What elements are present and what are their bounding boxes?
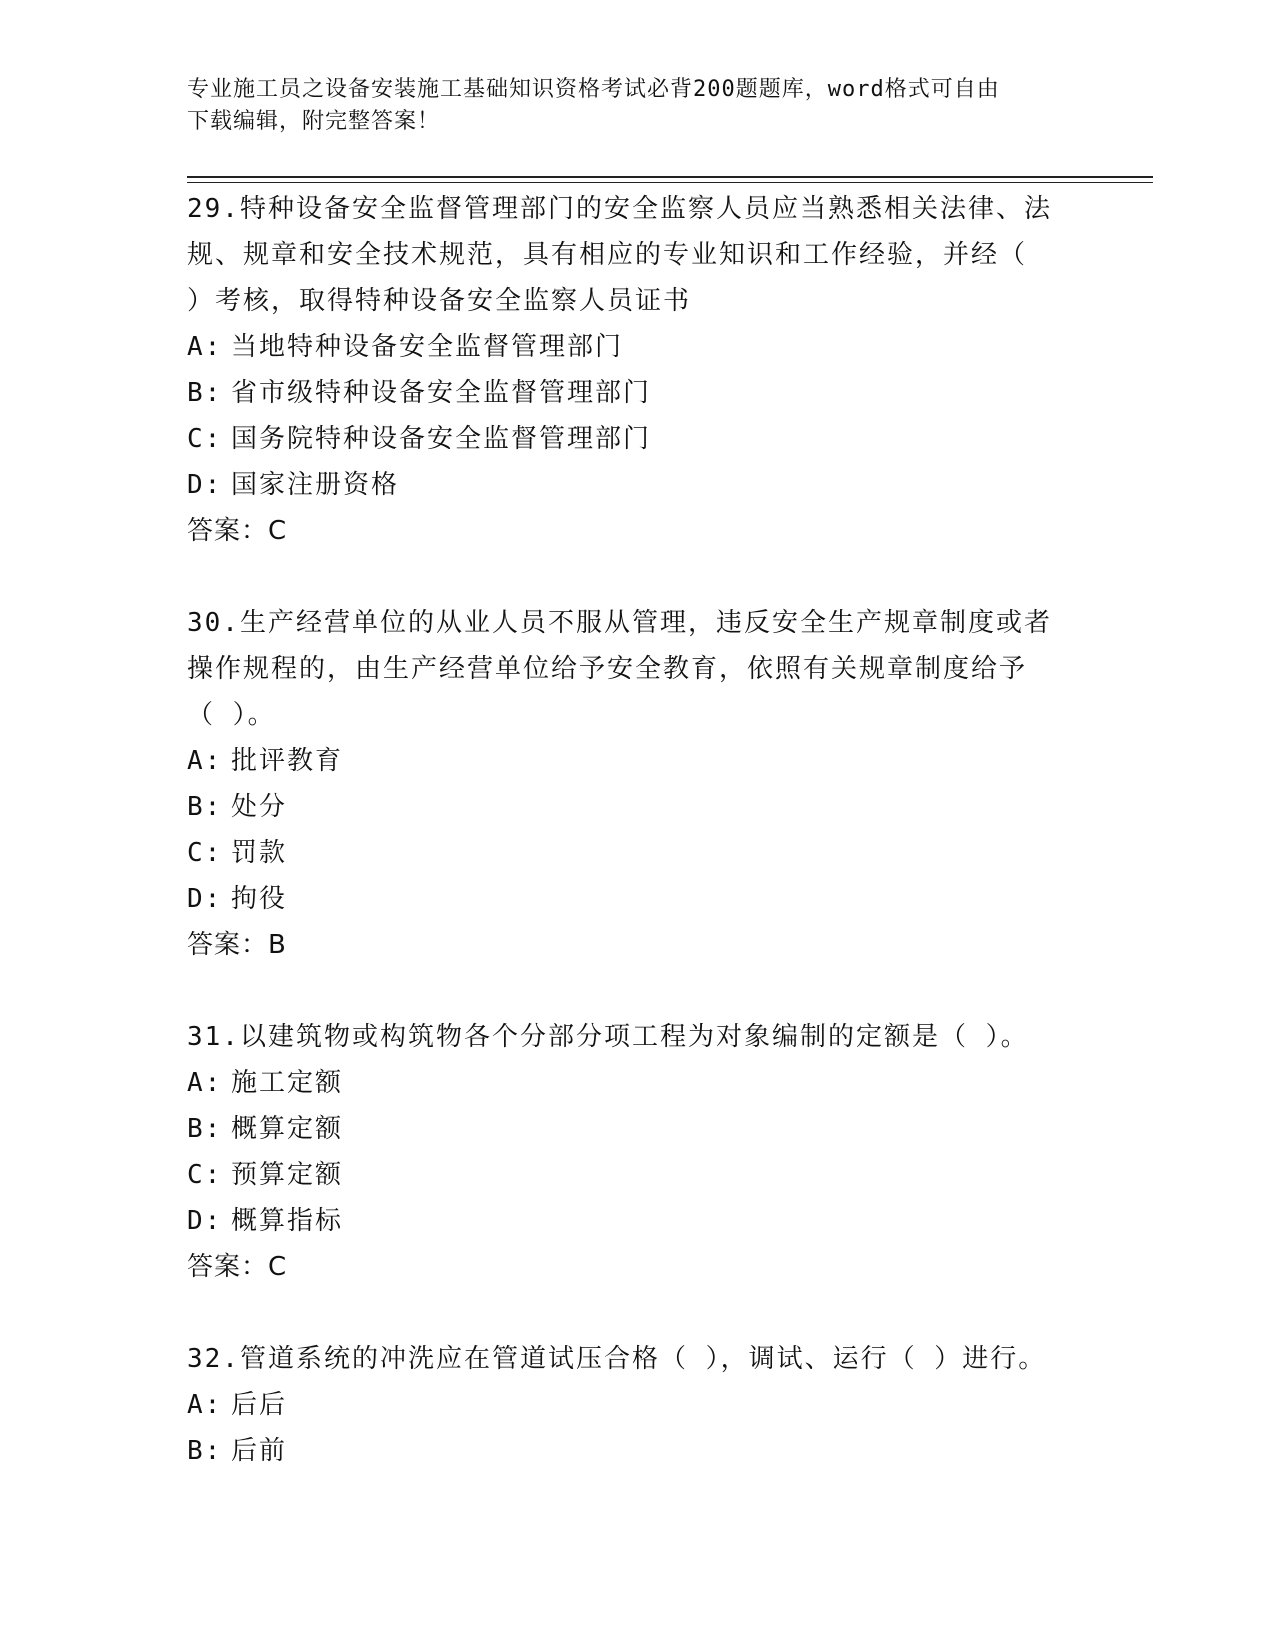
question-stem-line: 31.以建筑物或构筑物各个分部分项工程为对象编制的定额是（ ）。	[187, 1022, 1029, 1052]
option-d	[187, 462, 1077, 508]
option-text: 罚款	[231, 838, 288, 868]
option-b	[187, 370, 1077, 416]
option-b	[187, 784, 1077, 830]
option-letter: C:	[187, 424, 223, 454]
question-stem-line: 规、规章和安全技术规范，具有相应的专业知识和工作经验，并经（	[187, 240, 1028, 270]
option-letter: B:	[187, 1114, 223, 1144]
option-letter: D:	[187, 884, 223, 914]
option-d	[187, 1198, 1077, 1244]
header-divider-thin	[187, 182, 1153, 183]
option-a	[187, 1382, 1077, 1428]
option-text: 施工定额	[231, 1068, 344, 1098]
question-stem-line: 30.生产经营单位的从业人员不服从管理，违反安全生产规章制度或者	[187, 608, 1052, 638]
question-29	[187, 186, 1077, 554]
option-a	[187, 324, 1077, 370]
question-stem-line: ）考核，取得特种设备安全监察人员证书	[187, 286, 692, 316]
option-letter: C:	[187, 838, 223, 868]
option-b	[187, 1106, 1077, 1152]
option-text: 处分	[231, 792, 288, 822]
option-text: 国家注册资格	[231, 470, 400, 500]
question-list	[187, 186, 1077, 1474]
option-text: 拘役	[231, 884, 288, 914]
answer-line: 答案：B	[187, 930, 287, 960]
option-text: 后前	[231, 1436, 288, 1466]
option-letter: A:	[187, 332, 223, 362]
option-b	[187, 1428, 1077, 1474]
option-text: 预算定额	[231, 1160, 344, 1190]
option-a	[187, 1060, 1077, 1106]
option-c	[187, 1152, 1077, 1198]
option-text: 批评教育	[231, 746, 344, 776]
option-text: 概算指标	[231, 1206, 344, 1236]
question-spacer	[187, 968, 1077, 1014]
option-letter: B:	[187, 378, 223, 408]
option-letter: A:	[187, 1068, 223, 1098]
question-stem-line: 32.管道系统的冲洗应在管道试压合格（ ），调试、运行（ ）进行。	[187, 1344, 1047, 1374]
question-31	[187, 1014, 1077, 1290]
option-a	[187, 738, 1077, 784]
option-text: 当地特种设备安全监督管理部门	[231, 332, 624, 362]
question-stem-line: 29.特种设备安全监督管理部门的安全监察人员应当熟悉相关法律、法	[187, 194, 1052, 224]
option-text: 国务院特种设备安全监督管理部门	[231, 424, 652, 454]
option-letter: D:	[187, 1206, 223, 1236]
question-stem-line: （ ）。	[187, 700, 276, 730]
document-header	[187, 74, 1067, 138]
header-divider-thick	[187, 176, 1153, 178]
question-32	[187, 1336, 1077, 1474]
question-spacer	[187, 1290, 1077, 1336]
option-text: 后后	[231, 1390, 288, 1420]
option-letter: B:	[187, 792, 223, 822]
question-stem-line: 操作规程的，由生产经营单位给予安全教育，依照有关规章制度给予	[187, 654, 1028, 684]
option-letter: C:	[187, 1160, 223, 1190]
header-line-1: 专业施工员之设备安装施工基础知识资格考试必背200题题库，word格式可自由	[187, 77, 1000, 102]
answer-line: 答案：C	[187, 1252, 288, 1282]
question-30	[187, 600, 1077, 968]
option-c	[187, 416, 1077, 462]
answer-line: 答案：C	[187, 516, 288, 546]
option-d	[187, 876, 1077, 922]
question-spacer	[187, 554, 1077, 600]
header-line-2: 下载编辑，附完整答案！	[187, 109, 441, 134]
option-text: 省市级特种设备安全监督管理部门	[231, 378, 652, 408]
option-letter: A:	[187, 1390, 223, 1420]
option-letter: D:	[187, 470, 223, 500]
option-letter: B:	[187, 1436, 223, 1466]
option-text: 概算定额	[231, 1114, 344, 1144]
option-c	[187, 830, 1077, 876]
option-letter: A:	[187, 746, 223, 776]
